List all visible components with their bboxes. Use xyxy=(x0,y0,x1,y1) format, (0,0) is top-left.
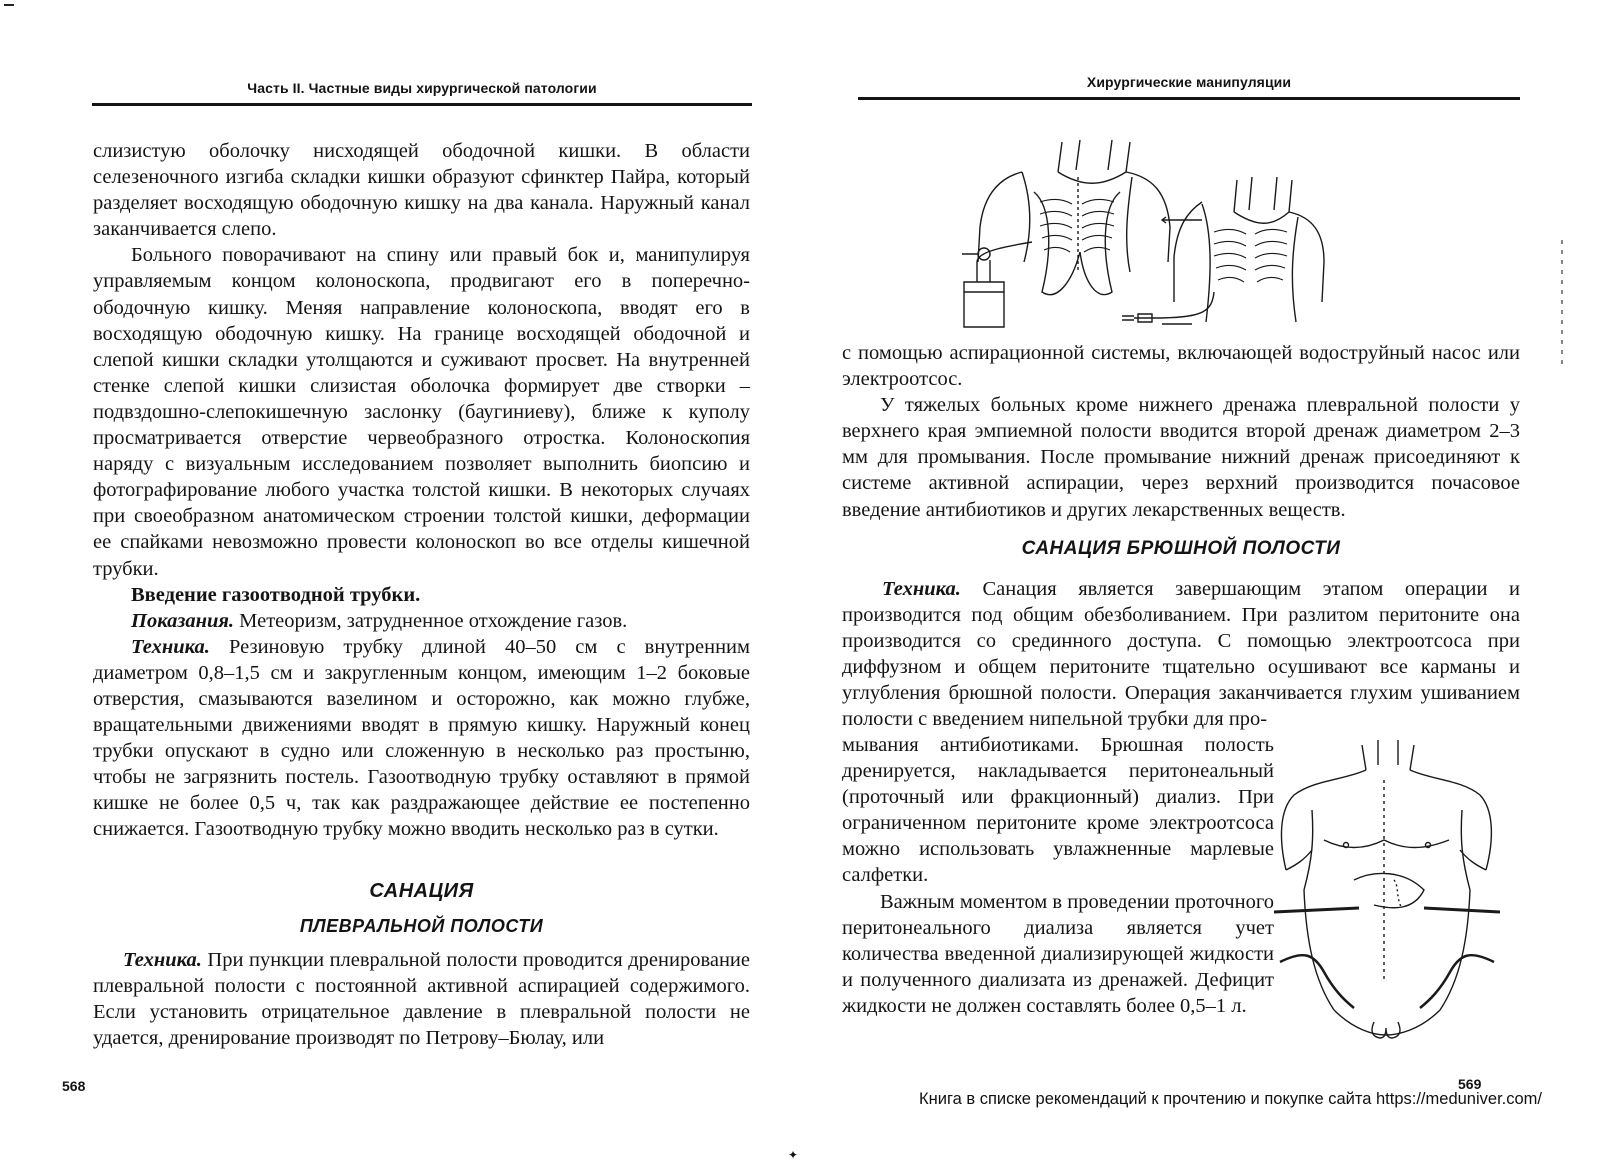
section-heading-sanitation: САНАЦИЯ xyxy=(369,880,474,902)
right-top-text xyxy=(842,340,1520,523)
chest-drainage-illustration xyxy=(962,132,1342,337)
running-head: Хирургические манипуляции xyxy=(1086,74,1292,90)
technique-label: Техника. xyxy=(882,578,961,600)
paragraph: Важным моментом в проведении проточного перитонеального диализа является учет количества введенной диализирующей жидкости и полученного диализата из дренажей. Дефицит жидкости не должен составлять более 0,5–1 л. xyxy=(842,890,1274,1017)
abdominal-technique-paragraph xyxy=(842,576,1520,733)
paragraph: У тяжелых больных кроме нижнего дренажа плевральной полости у верхнего края эмпиемной полости вводится второй дренаж диаметром 2–3 мм для промывания. После промывание нижний дренаж присоединяют к системе активной аспирации, через верхний производится почасовое введение антибиотиков и других лекарственных веществ. xyxy=(842,394,1520,521)
indications-text: Метеоризм, затрудненное отхождение газов. xyxy=(234,609,628,632)
section-subheading-pleural: ПЛЕВРАЛЬНОЙ ПОЛОСТИ xyxy=(299,916,544,936)
header-rule xyxy=(92,103,752,106)
technique-label: Техника. xyxy=(131,635,210,658)
technique-text: Санация является завершающим этапом операции и производится под общим обезболиванием. При разлитом перитоните она производится со срединного доступа. С помощью электроотсоса при диффузном и общем перитоните тщательно осушивают все карманы и углубления брюшной полости. Операция заканчивается глухим ушиванием полости с введением нипельной трубки для про- xyxy=(842,578,1520,731)
page-number: 569 xyxy=(1458,1076,1482,1092)
pleural-technique-paragraph xyxy=(93,947,750,1051)
technique-paragraph xyxy=(93,634,750,843)
running-head: Часть II. Частные виды хирургической патологии xyxy=(247,80,597,96)
indications-paragraph xyxy=(93,608,750,634)
right-page xyxy=(800,0,1600,1176)
header-rule xyxy=(858,97,1520,100)
footer-recommendation-note: Книга в списке рекомендаций к прочтению и покупке сайта https://meduniver.com/ xyxy=(919,1090,1542,1108)
technique-text: Резиновую трубку длиной 40–50 см с внутренним диаметром 0,8–1,5 см и закругленным концом, имеющим 1–2 боковые отверстия, смазываются вазелином и осторожно, как можно глубже, вращательными движениями вводят в прямую кишку. Наружный конец трубки опускают в судно или сложенную в несколько раз простыню, чтобы не загрязнить постель. Газоотводную трубку оставляют в прямой кишке не более 0,5 ч, так как раздражающее действие ее постепенно снижается. Газоотводную трубку можно вводить несколько раз в сутки. xyxy=(93,635,750,841)
technique-text: При пункции плевральной полости проводится дренирование плевральной полости с постоянной активной аспирацией содержимого. Если установить отрицательное давление в плевральной полости не удается, дренирование производят по Петрову–Бюлау, или xyxy=(93,949,750,1050)
section-heading-abdominal: САНАЦИЯ БРЮШНОЙ ПОЛОСТИ xyxy=(1021,538,1341,559)
wrapped-text xyxy=(842,732,1274,1019)
abdominal-drainage-illustration xyxy=(1274,740,1500,1040)
indications-label: Показания. xyxy=(131,609,235,632)
subheading-gas-tube: Введение газоотводной трубки. xyxy=(131,583,421,606)
paragraph: слизистую оболочку нисходящей ободочной кишки. В области селезеночного изгиба складки кишки образуют сфинктер Пайра, который разделяет восходящую ободочную кишку на два канала. Наружный канал заканчивается слепо. xyxy=(93,140,750,241)
left-body-text xyxy=(93,138,750,843)
paragraph: с помощью аспирационной системы, включающей водоструйный насос или электроотсос. xyxy=(842,342,1520,391)
paragraph: Больного поворачивают на спину или правый бок и, манипулируя управляемым концом колоноскопа, продвигают его в поперечно-ободочную кишку. Меняя направление колоноскопа, вводят его в восходящую ободочную кишку. На границе восходящей ободочной и слепой кишки складки утолщаются и суживают просвет. На внутренней стенке слепой кишки слизистая оболочка формирует две створки – подвздошно-слепокишечную заслонку (баугиниеву), ближе к куполу просматривается отверстие червеобразного отростка. Колоноскопия наряду с визуальным исследованием позволяет выполнить биопсию и фотографирование любого участка толстой кишки. В некоторых случаях при своеобразном анатомическом строении толстой кишки, деформации ее спайками невозможно провести колоноскоп во все отделы кишечной трубки. xyxy=(93,244,750,580)
paragraph: мывания антибиотиками. Брюшная полость дренируется, накладывается перитонеальный (проточный или фракционный) диализ. При ограниченном перитоните кроме электроотсоса можно использовать увлажненные марлевые салфетки. xyxy=(842,734,1274,887)
technique-label: Техника. xyxy=(123,949,202,971)
page-number: 568 xyxy=(62,1078,86,1094)
bottom-crop-mark: ✦ xyxy=(788,1148,799,1162)
